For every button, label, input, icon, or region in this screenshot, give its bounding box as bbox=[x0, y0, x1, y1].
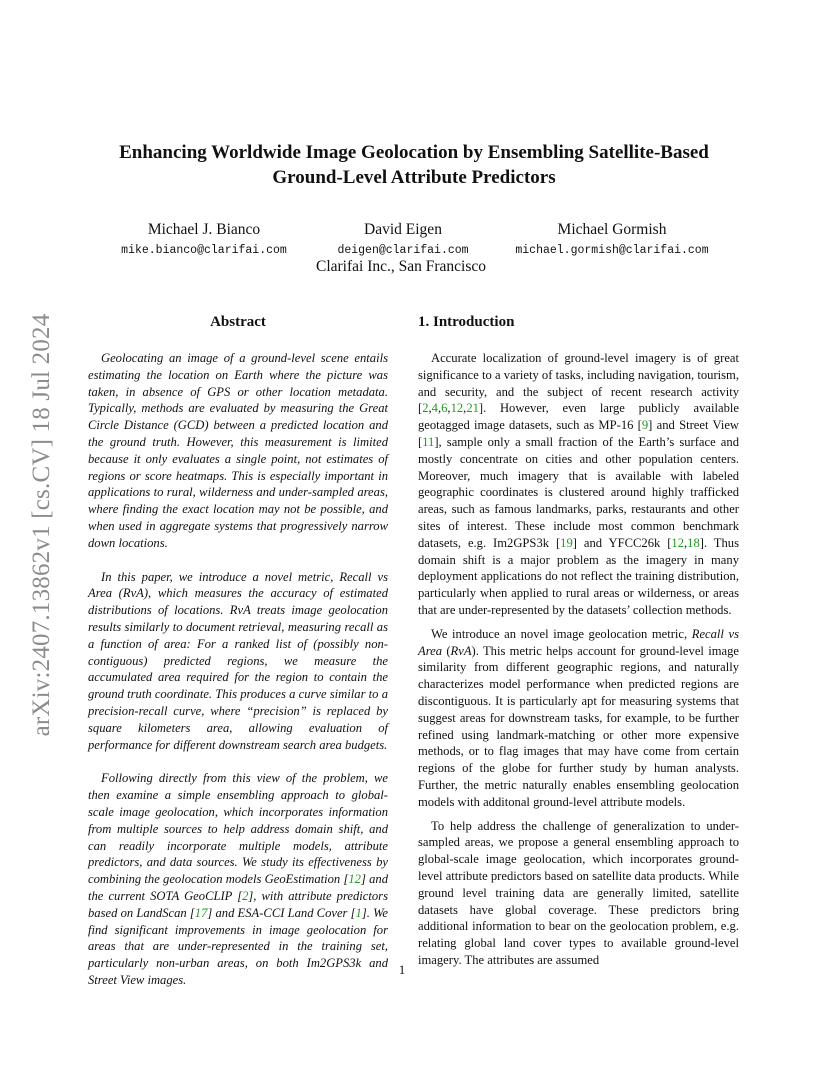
intro-paragraph-2: We introduce an novel image geolocation metric, Recall vs Area (RvA). This metric helps account for ground-level image similarity from different geographic regions, and naturally characterizes model performance when predicted regions are discontiguous. It is particularly apt for measuring systems that suggest areas for downstream tasks, for example, to be further refined using landmark-matching or other more expensive methods, or to flag images that may have come from certain regions of the globe for further study by human analysts. Further, the metric naturally enables ensembling geolocation models with additonal ground-level attribute models. bbox=[418, 626, 740, 809]
left-column bbox=[88, 312, 388, 1006]
right-column bbox=[418, 312, 739, 976]
citation-link[interactable]: 19 bbox=[560, 535, 573, 550]
author-name: Michael J. Bianco bbox=[147, 221, 261, 238]
citation-link[interactable]: 1 bbox=[355, 905, 362, 920]
author-name: Michael Gormish bbox=[557, 221, 667, 238]
author-2 bbox=[283, 220, 523, 260]
abstract-heading: Abstract bbox=[210, 314, 266, 330]
author-name: David Eigen bbox=[364, 221, 442, 238]
intro-paragraph-3: To help address the challenge of generalization to under-sampled areas, we propose a general ensembling approach to global-scale image geolocation, which incorporates ground-level attribute predictors based on satellite data products. While ground level training data are generally limited, satellite datasets have global coverage. These predictors bring additional information to bear on the geolocation problem, e.g. relating global land cover types to available ground-level imagery. The attributes are assumed bbox=[418, 818, 739, 967]
title-line-1: Enhancing Worldwide Image Geolocation by Ensembling Satellite-Based bbox=[119, 142, 709, 163]
author-3 bbox=[492, 220, 732, 260]
intro-paragraph-1: Accurate localization of ground-level imagery is of great significance to a variety of tasks, including navigation, tourism, and security, and the subject of recent research activity [2,4,6,12,21]. However, even large publicly available geotagged image datasets, such as MP-16 [9] and Street View [11], sample only a small fraction of the Earth’s surface and mostly concentrate on cities and other population centers. Moreover, much imagery that is available with labeled geographic coordinates is clustered around highly trafficked areas, such as famous landmarks, parks, restaurants and other sites of interest. These include most common benchmark datasets, e.g. Im2GPS3k [19] and YFCC26k [12,18]. Thus domain shift is a major problem as the imagery in many deployment applications do not reflect the training distribution, particularly when applied to rural areas or wilderness, or areas that are under-represented by the datasets’ collection methods. bbox=[418, 351, 740, 617]
paper-title bbox=[60, 140, 768, 190]
abstract-paragraph-1: Geolocating an image of a ground-level scene entails estimating the location on Earth where the picture was taken, in absence of GPS or other location metadata. Typically, methods are evaluated by measuring the Great Circle Distance (GCD) between a predicted location and the ground truth. However, this measurement is limited because it only evaluates a single point, not estimates of regions or score heatmaps. This is especially important in applications to rural, wilderness and under-sampled areas, where finding the exact location may not be possible, and when used in aggregate systems that progressively narrow down locations. bbox=[88, 351, 388, 550]
citation-link[interactable]: 12 bbox=[348, 872, 361, 887]
citation-link[interactable]: 9 bbox=[641, 418, 649, 433]
citation-link[interactable]: 2 bbox=[422, 401, 429, 416]
citation-link[interactable]: 17 bbox=[194, 905, 208, 920]
title-line-2: Ground-Level Attribute Predictors bbox=[272, 167, 556, 188]
citation-link[interactable]: 18 bbox=[687, 535, 700, 550]
citation-link[interactable]: 11 bbox=[422, 434, 435, 449]
abstract-paragraph-2: In this paper, we introduce a novel metric, Recall vs Area (RvA), which measures the accuracy of estimated distributions of locations. RvA treats image geolocation results similarly to document retrieval, measuring recall as a function of area: For a ranked list of (possibly non-contiguous) predicted regions, we measure the accumulated area required for the region to contain the ground truth coordinate. This produces a curve similar to a precision-recall curve, where “precision” is replaced by square kilometers area, allowing evaluation of performance for different downstream search area budgets. bbox=[88, 569, 388, 752]
author-email: deigen@clarifai.com bbox=[337, 244, 469, 257]
author-email: michael.gormish@clarifai.com bbox=[515, 244, 709, 257]
citation-link[interactable]: 21 bbox=[466, 401, 479, 416]
citation-link[interactable]: 12 bbox=[671, 535, 685, 550]
affiliation: Clarifai Inc., San Francisco bbox=[315, 258, 486, 275]
introduction-heading: 1. Introduction bbox=[418, 314, 515, 330]
author-email: mike.bianco@clarifai.com bbox=[121, 244, 287, 257]
citation-link[interactable]: 2 bbox=[242, 888, 249, 903]
arxiv-id: arXiv:2407.13862v1 [cs.CV] 18 Jul 2024 bbox=[28, 313, 55, 737]
citation-link[interactable]: 12 bbox=[450, 401, 464, 416]
arxiv-stamp bbox=[22, 290, 62, 760]
page-number: 1 bbox=[398, 962, 406, 977]
citation-link[interactable]: 4 bbox=[431, 401, 438, 416]
abstract-paragraph-3: Following directly from this view of the problem, we then examine a simple ensembling approach to global-scale image geolocation, which incorporates information from multiple sources to help address domain shift, and can readily incorporate multiple models, attribute predictors, and data sources. We study its effectiveness by combining the geolocation models GeoEstimation [12] and the current SOTA GeoCLIP [2], with attribute predictors based on LandScan [17] and ESA-CCI Land Cover [1]. We find significant improvements in image geolocation for areas that are under-represented in the training set, particularly non-urban areas, on both Im2GPS3k and Street View images. bbox=[88, 771, 388, 987]
citation-link[interactable]: 6 bbox=[441, 401, 448, 416]
